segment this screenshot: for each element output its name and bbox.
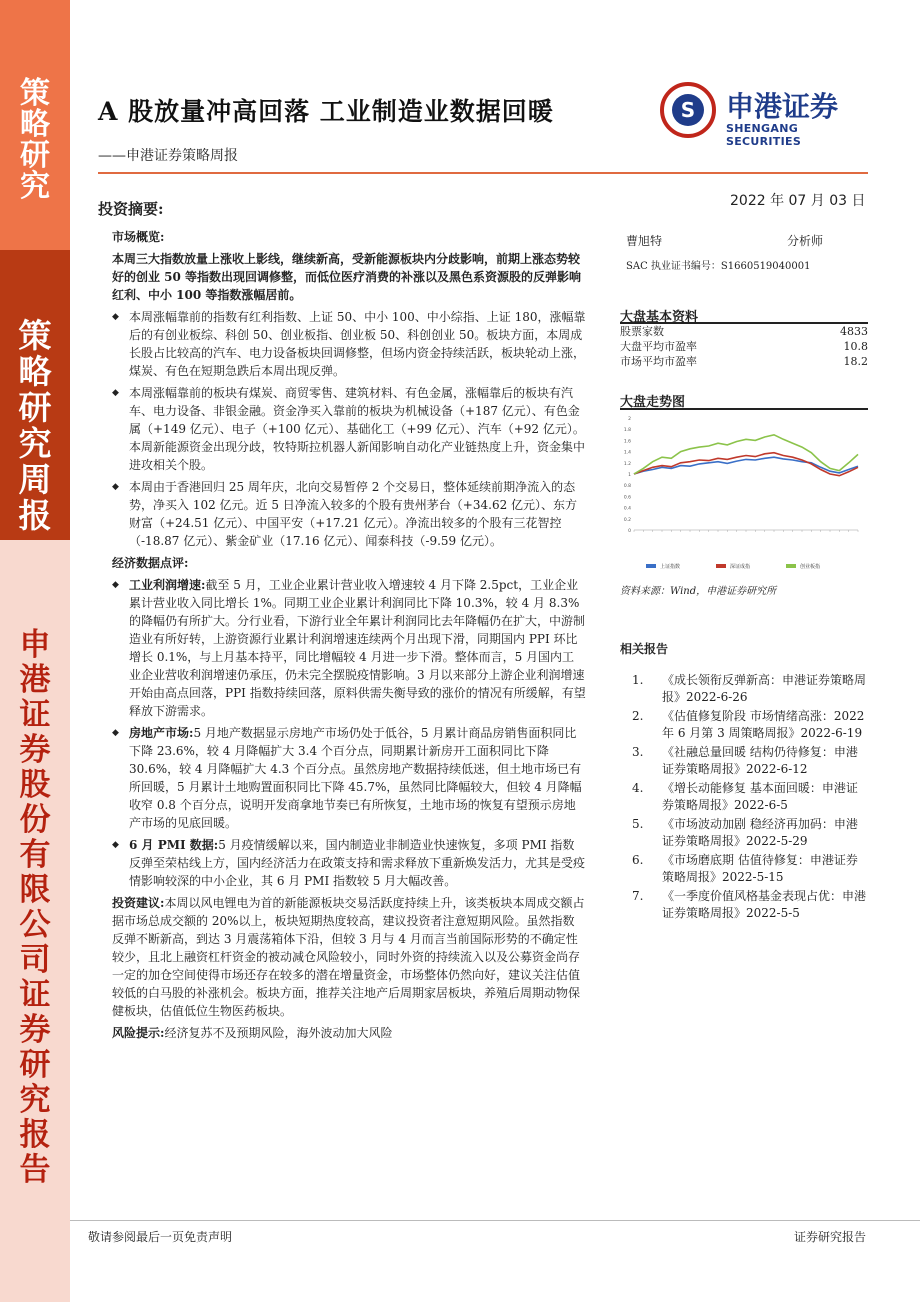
related-report-item[interactable]: 6. 《市场磨底期 估值待修复：申港证券策略周报》2022-5-15 <box>632 853 858 884</box>
y-tick-label: 1.2 <box>623 461 631 467</box>
market-info-row: 市场平均市盈率 18.2 <box>620 355 868 368</box>
sidebar-char: 研 <box>20 138 50 173</box>
y-tick-label: 0.4 <box>623 506 631 512</box>
sidebar-char: 限 <box>19 872 51 908</box>
related-reports-list <box>632 672 868 924</box>
legend-swatch <box>786 564 796 568</box>
trend-title: 大盘走势图 <box>620 395 686 410</box>
y-tick-label: 1.6 <box>623 439 631 445</box>
y-tick-label: 0.8 <box>623 484 631 490</box>
legend-label: 上证指数 <box>660 564 681 570</box>
sidebar-char: 究 <box>20 169 50 204</box>
sidebar-char: 证 <box>19 697 51 733</box>
related-report-item[interactable]: 1. 《成长领衔反弹新高：申港证券策略周报》2022-6-26 <box>632 673 867 704</box>
company-logo <box>660 82 870 148</box>
related-report-item[interactable]: 7. 《一季度价值风格基金表现占优：申港证券策略周报》2022-5-5 <box>632 889 867 920</box>
y-tick-label: 0.6 <box>623 495 631 501</box>
market-lead: 本周三大指数放量上涨收上影线，继续新高，受新能源板块内分歧影响，前期上涨态势较好的创业 50 等指数出现回调修整，而低位医疗消费的补涨以及黑色系资源股的反弹影响红利、中小 100 等指数涨幅居前。 <box>112 252 582 302</box>
footer-label: 证券研究报告 <box>793 1230 866 1244</box>
y-tick-label: 2 <box>628 417 631 422</box>
legend-label: 深证成指 <box>730 564 751 570</box>
logo-english-name: SHENGANG SECURITIES <box>726 122 802 148</box>
y-tick-label: 0 <box>628 529 631 534</box>
sidebar-char: 策 <box>20 76 50 111</box>
economy-item: ◆ 6 月 PMI 数据:5 月疫情缓解以来，国内制造业非制造业快速恢复，多项 PMI 指数反弹至荣枯线上方，国内经济活力在政策支持和需求释放下重新焕发活力，尤其是受疫情影响较深的中小企业，其 6 月 PMI 指数较 5 月大幅改善。 <box>112 836 586 890</box>
economy-item: ◆ 工业利润增速:截至 5 月，工业企业累计营业收入增速较 4 月下降 2.5pct，工业企业累计营业收入同比增长 1%。同期工业企业累计利润同比下降 10.3%，较 4 月 8.3% 的降幅仍有所扩大。分行业看，下游行业全年累计利润同比去年降幅仍在扩大，中游制造业有所好转，上游资源行业累计利润增速连续两个月出现下滑，同期国内 PPI 环比增长 0.1%，与上月基本持平，同比增幅较 4 月进一步下滑。整体而言，5 月国内工业企业营收利润增速仍承压，仍未完全摆脱疫情影响。3 月以来部分上游企业利润增速开始由高点回落，PPI 指数持续回落，原料供需失衡导致的涨价的情况有所缓解，有望释放下游需求。 <box>112 576 586 720</box>
sidebar-char: 略 <box>18 352 52 391</box>
market-trend-chart <box>620 412 868 578</box>
economy-heading: 经济数据点评: <box>112 556 189 570</box>
sidebar-char: 究 <box>19 1082 51 1118</box>
y-tick-label: 1 <box>628 473 631 478</box>
report-title: A 股放量冲高回落 工业制造业数据回暖 <box>98 97 554 126</box>
report-subtitle: ——申港证券策略周报 <box>98 148 238 164</box>
sidebar-label-weekly <box>0 318 70 534</box>
sidebar-char: 策 <box>18 316 52 355</box>
logo-chinese-name: 申港证券 <box>726 90 839 123</box>
sidebar-char: 券 <box>19 1012 51 1048</box>
chart-source: 资料来源：Wind，申港证券研究所 <box>620 586 777 597</box>
sidebar-char: 研 <box>18 388 52 427</box>
sidebar-char: 券 <box>19 732 51 768</box>
sidebar-char: 公 <box>19 907 51 943</box>
sidebar-char: 告 <box>19 1152 51 1188</box>
related-reports-title: 相关报告 <box>620 642 669 656</box>
economy-item: ◆ 房地产市场:5 月地产数据显示房地产市场仍处于低谷，5 月累计商品房销售面积同比下降 23.6%，较 4 月降幅扩大 3.4 个百分点，同期累计新房开工面积同比下降 30.6%，较 4 月降幅扩大 4.3 个百分点。虽然房地产数据持续低迷，但土地市场已有所回暖，5 月累计土地购置面积同比下降 45.7%，虽然同比降幅较大，但较 4 月降幅收窄 0.8 个百分点，说明开发商拿地节奏已有所恢复，土地市场的恢复有望预示房地产市场的见底回暖。 <box>112 724 586 832</box>
summary-heading: 投资摘要: <box>98 200 164 218</box>
footer-divider <box>70 1220 920 1221</box>
sidebar-char: 股 <box>19 767 51 803</box>
sidebar-char: 司 <box>19 942 51 978</box>
analyst-name: 曹旭特 <box>626 234 663 248</box>
sidebar-label-company <box>0 628 70 1188</box>
market-info-row: 大盘平均市盈率 10.8 <box>620 340 868 353</box>
trend-rule <box>620 408 868 410</box>
market-heading: 市场概览: <box>112 230 165 244</box>
related-report-item[interactable]: 5. 《市场波动加剧 稳经济再加码：申港证券策略周报》2022-5-29 <box>632 817 858 848</box>
analyst-info <box>626 232 871 272</box>
market-bullet-list <box>112 308 586 550</box>
analyst-role: 分析师 <box>786 234 823 248</box>
market-info-row: 股票家数 4833 <box>620 325 868 338</box>
investment-advice: 投资建议:本周以风电锂电为首的新能源板块交易活跃度持续上升，该类板块本周成交额占据市场总成交额的 20%以上，板块短期热度较高，建议投资者注意短期风险。虽然指数反弹不断新高，到达 3 月震荡箱体下沿，但较 3 月与 4 月而言当前国际形势的不确定性较少，且北上融资杠杆资金的被动减仓风险较小，同时外资的持续流入以及公募资金尚存一定的加仓空间使得市场还存在较多的潜在增量资金，市场整体仍然向好，建议关注估值较低的白马股的补涨机会。板块方面，推荐关注地产后周期家居板块，养殖后周期动物保健板块，估值低位生物医药板块。 <box>112 896 585 1018</box>
sidebar-char: 报 <box>18 496 52 535</box>
y-tick-label: 0.2 <box>623 517 631 523</box>
footer-disclaimer: 敬请参阅最后一页免责声明 <box>88 1230 233 1244</box>
market-info-title: 大盘基本资料 <box>620 310 699 325</box>
market-bullet: ◆ 本周由于香港回归 25 周年庆，北向交易暂停 2 个交易日，整体延续前期净流入的态势，净买入 102 亿元。近 5 日净流入较多的个股有贵州茅台（+34.62 亿元）、东方财富（+24.51 亿元）、中国平安（+17.21 亿元）。净流出较多的个股有三花智控（-18.87 亿元）、紫金矿业（17.16 亿元）、闻泰科技（-9.59 亿元）。 <box>112 478 586 550</box>
sidebar-char: 究 <box>18 424 52 463</box>
analyst-sac: SAC 执业证书编号：S1660519040001 <box>626 261 811 272</box>
related-report-item[interactable]: 4. 《增长动能修复 基本面回暖：申港证券策略周报》2022-6-5 <box>632 781 858 812</box>
sidebar-char: 港 <box>19 662 51 698</box>
related-report-item[interactable]: 3. 《社融总量回暖 结构仍待修复：申港证券策略周报》2022-6-12 <box>632 745 858 776</box>
sidebar-char: 研 <box>19 1047 51 1083</box>
market-bullet: ◆ 本周涨幅靠前的板块有煤炭、商贸零售、建筑材料、有色金属，涨幅靠后的板块有汽车、电力设备、非银金融。资金净买入靠前的板块为机械设备（+187 亿元）、有色金属（+149 亿元）、电子（+100 亿元）、基础化工（+99 亿元）、汽车（+92 亿元）。本周新能源资金出现分歧，牧特斯拉机器人新闻影响自动化产业链热度上升，资金集中进攻相关个股。 <box>112 384 586 474</box>
sidebar-char: 份 <box>19 802 51 838</box>
risk-warning: 风险提示:经济复苏不及预期风险，海外波动加大风险 <box>112 1026 393 1040</box>
market-bullet: ◆ 本周涨幅靠前的指数有红利指数、上证 50、中小 100、中小综指、上证 180，涨幅靠后的有创业板综、科创 50、创业板指、创业板 50、科创创业 50。板块方面，本周成长股占比较高的汽车、电力设备板块回调修整，但场内资金持续活跃，板块轮动上涨，煤炭、有色在短期急跌后本周出现反弹。 <box>112 308 586 380</box>
y-tick-label: 1.4 <box>623 450 631 456</box>
sidebar <box>0 0 70 1302</box>
sidebar-char: 周 <box>18 460 52 499</box>
economy-bullet-list <box>112 576 586 890</box>
sidebar-char: 证 <box>19 977 51 1013</box>
sidebar-char: 略 <box>20 107 50 142</box>
trend-chart-svg <box>620 412 868 578</box>
header-divider <box>98 172 868 174</box>
sidebar-char: 有 <box>19 837 51 873</box>
sidebar-label-strategy <box>0 78 70 202</box>
report-date: 2022 年 07 月 03 日 <box>730 193 866 209</box>
legend-swatch <box>716 564 726 568</box>
market-info-table <box>620 324 868 369</box>
related-report-item[interactable]: 2. 《估值修复阶段 市场情绪高涨：2022 年 6 月第 3 周策略周报》2022-6-19 <box>632 709 865 740</box>
sidebar-char: 报 <box>19 1117 51 1153</box>
legend-swatch <box>646 564 656 568</box>
logo-emblem-icon: S <box>660 82 716 138</box>
sidebar-char: 申 <box>19 627 51 663</box>
legend-label: 创业板指 <box>800 564 821 570</box>
y-tick-label: 1.8 <box>623 428 631 434</box>
main-column <box>112 228 586 1046</box>
